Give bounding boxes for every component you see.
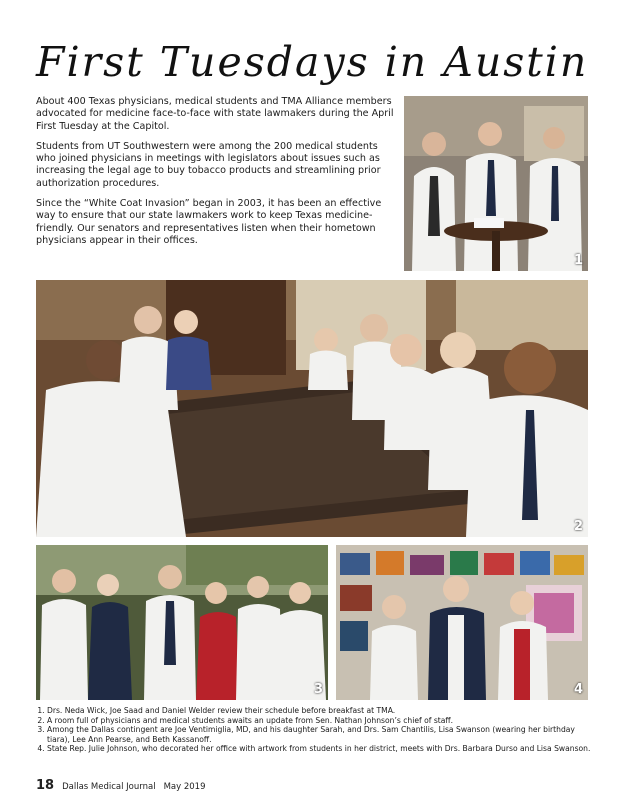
photo-3-image (36, 545, 328, 700)
paragraph-2: Students from UT Southwestern were among the 200 medical students who joined physicians in meetings with legislators about issues such as increasing the legal age to buy tobacco products and streamlining prior authorization procedures. (36, 140, 381, 189)
photo-captions (36, 706, 596, 754)
photo-4-image (336, 545, 588, 700)
photo-2 (36, 280, 588, 537)
publication-name: Dallas Medical Journal (62, 782, 156, 792)
article-body (36, 96, 398, 255)
paragraph-1: About 400 Texas physicians, medical students and TMA Alliance members advocated for medicine face-to-face with state lawmakers during the April First Tuesday at the Capitol. (36, 96, 394, 132)
page-footer (36, 778, 206, 793)
photo-3 (36, 545, 328, 700)
photo-number-4: 4 (573, 682, 583, 697)
caption-2: 2. A room full of physicians and medical students awaits an update from Sen. Nathan Johnson’s chief of staff. (47, 716, 596, 726)
photo-number-1: 1 (573, 253, 583, 268)
paragraph-3: Since the “White Coat Invasion” began in 2003, it has been an effective way to ensure that our state lawmakers work to keep Texas medicine-friendly. Our senators and representatives listen when their hometown physicians appear in their offices. (36, 198, 382, 246)
caption-3: 3. Among the Dallas contingent are Joe Ventimiglia, MD, and his daughter Sarah, and Drs. Sam Chantilis, Lisa Swanson (wearing her birthday tiara), Lee Ann Pearse, and Beth Kassanoff. (47, 725, 596, 744)
photo-4 (336, 545, 588, 700)
issue-date: May 2019 (163, 782, 206, 792)
caption-1: 1. Drs. Neda Wick, Joe Saad and Daniel Welder review their schedule before breakfast at TMA. (47, 706, 596, 716)
photo-2-image (36, 280, 588, 537)
caption-4: 4. State Rep. Julie Johnson, who decorated her office with artwork from students in her district, meets with Drs. Barbara Durso and Lisa Swanson. (47, 744, 596, 754)
photo-number-2: 2 (573, 519, 583, 534)
photo-1-image (404, 96, 588, 271)
page-number: 18 (36, 778, 55, 793)
photo-number-3: 3 (313, 682, 323, 697)
photo-1 (404, 96, 588, 271)
page-title: First Tuesdays in Austin (36, 38, 589, 86)
